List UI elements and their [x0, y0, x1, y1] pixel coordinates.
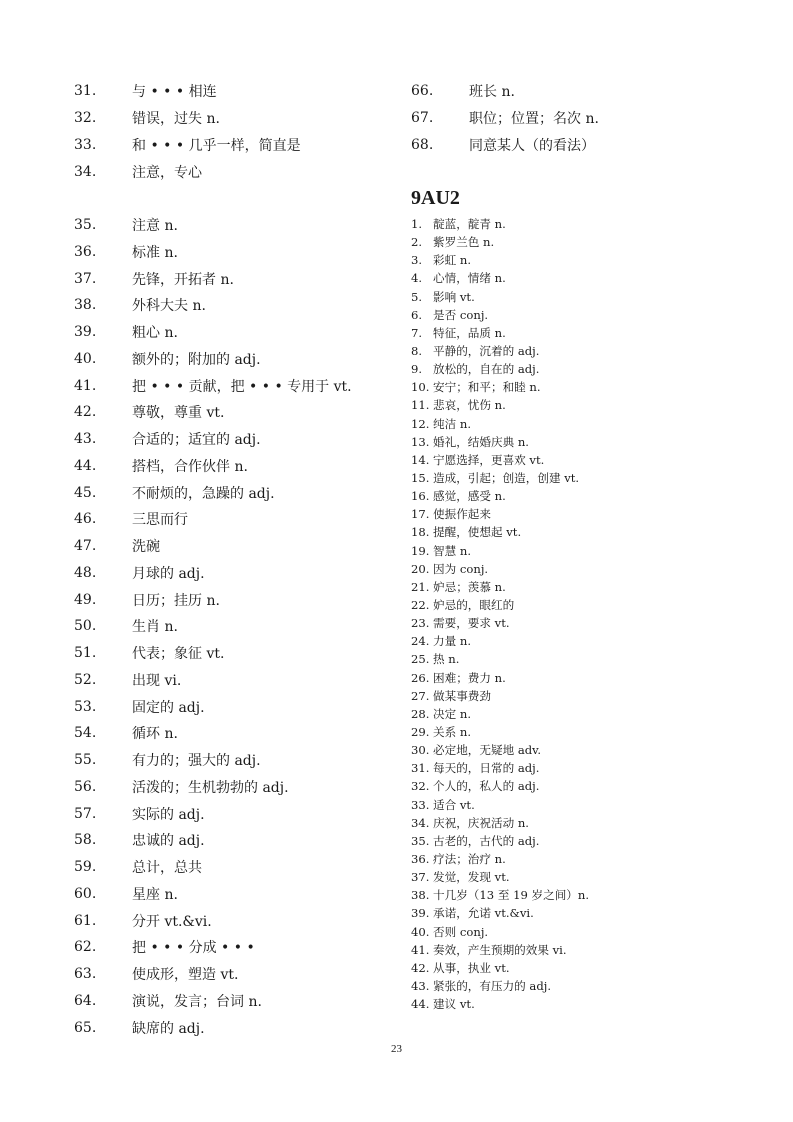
list-item [74, 479, 394, 506]
item-number: 32. [74, 110, 97, 127]
list-item [411, 487, 786, 505]
item-text: 外科大夫 n. [132, 298, 206, 315]
spacer [74, 185, 394, 212]
item-text: 感觉，感受 n. [433, 489, 506, 504]
list-item [411, 814, 786, 832]
item-text: 个人的，私人的 adj. [433, 779, 540, 794]
item-number: 23. [411, 616, 430, 631]
list-item [411, 78, 786, 105]
list-item [74, 239, 394, 266]
continued-list [411, 78, 786, 158]
item-number: 40. [411, 924, 430, 939]
item-number: 21. [411, 579, 430, 594]
item-text: 使成形，塑造 vt. [132, 967, 239, 984]
list-item [411, 269, 786, 287]
list-item [74, 988, 394, 1015]
list-item [74, 640, 394, 667]
item-text: 特征，品质 n. [433, 325, 506, 340]
item-number: 34. [74, 163, 97, 180]
item-number: 68. [411, 136, 434, 153]
item-number: 47. [74, 538, 97, 555]
list-item [74, 372, 394, 399]
list-item [74, 346, 394, 373]
list-item [411, 396, 786, 414]
item-text: 影响 vt. [433, 289, 475, 304]
item-number: 32. [411, 779, 430, 794]
item-number: 58. [74, 832, 97, 849]
item-number: 48. [74, 564, 97, 581]
list-item [411, 342, 786, 360]
item-number: 29. [411, 725, 430, 739]
item-number: 8. [411, 344, 423, 359]
page-number: 23 [391, 1043, 402, 1055]
item-number: 54. [74, 725, 97, 742]
item-text: 必定地，无疑地 adv. [433, 743, 542, 758]
item-number: 43. [411, 978, 430, 993]
item-number: 41. [411, 942, 430, 957]
item-text: 适合 vt. [433, 797, 475, 812]
item-text: 提醒，使想起 vt. [433, 525, 522, 540]
item-text: 心情，情绪 n. [433, 271, 506, 286]
item-text: 固定的 adj. [132, 699, 205, 716]
item-text: 智慧 n. [433, 543, 472, 558]
item-number: 67. [411, 110, 434, 127]
list-item [74, 212, 394, 239]
right-vocab-column [411, 78, 786, 1013]
list-item [411, 542, 786, 560]
item-number: 31. [411, 761, 430, 776]
list-item [74, 720, 394, 747]
item-text: 做某事费劲 [433, 688, 491, 703]
item-text: 出现 vi. [132, 672, 182, 689]
item-text: 奏效，产生预期的效果 vi. [433, 942, 567, 957]
unit-vocab-list [411, 215, 786, 1013]
item-number: 13. [411, 434, 430, 449]
item-number: 30. [411, 743, 430, 758]
item-number: 1. [411, 217, 423, 232]
item-number: 44. [74, 457, 97, 474]
list-item [411, 560, 786, 578]
item-number: 3. [411, 253, 423, 268]
list-item [74, 319, 394, 346]
list-item [411, 215, 786, 233]
list-item [74, 1014, 394, 1041]
item-number: 52. [74, 671, 97, 688]
item-text: 彩虹 n. [433, 253, 472, 268]
list-item [411, 741, 786, 759]
item-text: 缺席的 adj. [132, 1020, 205, 1037]
item-number: 45. [74, 484, 97, 501]
list-item [74, 693, 394, 720]
list-item [74, 560, 394, 587]
item-number: 43. [74, 431, 97, 448]
list-item [411, 596, 786, 614]
item-number: 36. [411, 851, 430, 866]
item-text: 发觉，发现 vt. [433, 870, 510, 885]
item-text: 是否 conj. [433, 307, 489, 322]
item-text: 从事，执业 vt. [433, 960, 510, 975]
item-text: 职位；位置；名次 n. [469, 111, 599, 128]
item-number: 61. [74, 912, 97, 929]
item-number: 44. [411, 997, 430, 1012]
item-text: 错误，过失 n. [132, 111, 220, 128]
item-text: 粗心 n. [132, 325, 178, 342]
list-item [411, 288, 786, 306]
item-text: 使振作起来 [433, 507, 491, 522]
item-number: 10. [411, 380, 430, 395]
item-number: 35. [74, 217, 97, 234]
item-text: 力量 n. [433, 634, 472, 649]
item-text: 总计，总共 [132, 860, 202, 877]
item-number: 60. [74, 885, 97, 902]
item-text: 实际的 adj. [132, 806, 205, 823]
list-item [74, 265, 394, 292]
list-item [411, 251, 786, 269]
item-text: 不耐烦的，急躁的 adj. [132, 485, 275, 502]
list-item [411, 132, 786, 159]
item-text: 古老的，古代的 adj. [433, 833, 540, 848]
item-number: 16. [411, 489, 430, 504]
item-text: 代表；象征 vt. [132, 646, 225, 663]
item-number: 24. [411, 634, 430, 649]
item-number: 57. [74, 805, 97, 822]
list-item [74, 132, 394, 159]
item-number: 15. [411, 471, 430, 486]
item-text: 尊敬，尊重 vt. [132, 405, 225, 422]
item-text: 因为 conj. [433, 561, 489, 576]
item-number: 11. [411, 398, 430, 413]
item-text: 把 • • • 分成 • • • [132, 940, 255, 957]
item-number: 41. [74, 377, 97, 394]
item-number: 46. [74, 511, 97, 528]
list-item [74, 453, 394, 480]
item-number: 50. [74, 618, 97, 635]
item-text: 妒忌的，眼红的 [433, 598, 515, 613]
item-text: 生肖 n. [132, 619, 178, 636]
item-number: 20. [411, 561, 430, 576]
item-text: 分开 vt.&vi. [132, 913, 212, 930]
item-text: 额外的；附加的 adj. [132, 351, 261, 368]
list-item [74, 667, 394, 694]
list-item [74, 78, 394, 105]
item-number: 18. [411, 525, 430, 540]
item-number: 4. [411, 271, 423, 286]
list-item [411, 759, 786, 777]
list-item [411, 832, 786, 850]
list-item [411, 922, 786, 940]
item-text: 忠诚的 adj. [132, 833, 205, 850]
item-number: 28. [411, 706, 430, 721]
list-item [411, 614, 786, 632]
item-number: 26. [411, 670, 430, 685]
item-text: 需要，要求 vt. [433, 616, 510, 631]
list-item [74, 533, 394, 560]
list-item [74, 774, 394, 801]
list-item [411, 306, 786, 324]
list-item [411, 433, 786, 451]
item-text: 循环 n. [132, 726, 178, 743]
item-text: 否则 conj. [433, 924, 489, 939]
list-item [74, 827, 394, 854]
item-number: 38. [411, 888, 430, 903]
list-item [411, 777, 786, 795]
item-text: 十几岁（13 至 19 岁之间）n. [433, 888, 590, 903]
item-text: 合适的；适宜的 adj. [132, 432, 261, 449]
list-item [74, 158, 394, 185]
item-text: 月球的 adj. [132, 565, 205, 582]
item-text: 承诺，允诺 vt.&vi. [433, 906, 534, 921]
list-item [74, 854, 394, 881]
section-title: 9AU2 [411, 187, 460, 209]
item-text: 紧张的，有压力的 adj. [433, 978, 552, 993]
item-text: 婚礼，结婚庆典 n. [433, 434, 529, 449]
item-number: 59. [74, 859, 97, 876]
item-number: 42. [74, 404, 97, 421]
item-text: 决定 n. [433, 706, 472, 721]
list-item [411, 378, 786, 396]
item-number: 53. [74, 698, 97, 715]
list-item [411, 578, 786, 596]
item-number: 31. [74, 83, 97, 100]
item-number: 62. [74, 939, 97, 956]
list-item [411, 941, 786, 959]
item-text: 有力的；强大的 adj. [132, 753, 261, 770]
item-text: 标准 n. [132, 244, 178, 261]
item-text: 注意，专心 [132, 164, 202, 181]
item-text: 关系 n. [433, 725, 472, 739]
list-item [411, 632, 786, 650]
item-text: 与 • • • 相连 [132, 84, 217, 101]
item-text: 日历；挂历 n. [132, 592, 220, 609]
item-text: 先锋，开拓者 n. [132, 271, 234, 288]
list-item [411, 233, 786, 251]
item-text: 庆祝，庆祝活动 n. [433, 815, 529, 830]
item-text: 困难；费力 n. [433, 670, 506, 685]
item-number: 66. [411, 83, 434, 100]
item-text: 班长 n. [469, 84, 515, 101]
item-text: 纯洁 n. [433, 416, 472, 431]
item-number: 9. [411, 362, 423, 377]
item-number: 12. [411, 416, 430, 431]
list-item [411, 723, 786, 741]
list-item [411, 977, 786, 995]
item-text: 星座 n. [132, 886, 178, 903]
list-item [411, 523, 786, 541]
item-text: 活泼的；生机勃勃的 adj. [132, 779, 289, 796]
item-text: 安宁；和平；和睦 n. [433, 380, 541, 395]
list-item [411, 451, 786, 469]
list-item [411, 705, 786, 723]
list-item [411, 105, 786, 132]
list-item [411, 505, 786, 523]
item-text: 妒忌；羡慕 n. [433, 579, 506, 594]
item-text: 搭档，合作伙伴 n. [132, 458, 248, 475]
list-item [74, 961, 394, 988]
list-item [74, 586, 394, 613]
list-item [74, 613, 394, 640]
list-item [411, 796, 786, 814]
list-item [74, 399, 394, 426]
list-item [74, 907, 394, 934]
item-number: 7. [411, 325, 423, 340]
item-text: 建议 vt. [433, 997, 475, 1012]
list-item [411, 995, 786, 1013]
left-vocab-column [74, 78, 394, 1041]
item-text: 放松的，自在的 adj. [433, 362, 540, 377]
item-number: 39. [74, 324, 97, 341]
item-text: 靛蓝，靛青 n. [433, 217, 506, 232]
item-number: 37. [74, 270, 97, 287]
item-number: 33. [74, 136, 97, 153]
list-item [74, 747, 394, 774]
item-number: 56. [74, 778, 97, 795]
item-number: 42. [411, 960, 430, 975]
item-text: 每天的，日常的 adj. [433, 761, 540, 776]
item-number: 63. [74, 966, 97, 983]
item-number: 27. [411, 688, 430, 703]
item-text: 把 • • • 贡献，把 • • • 专用于 vt. [132, 378, 352, 395]
item-number: 36. [74, 243, 97, 260]
list-item [411, 469, 786, 487]
item-number: 65. [74, 1019, 97, 1036]
item-number: 22. [411, 598, 430, 613]
item-number: 5. [411, 289, 423, 304]
item-text: 紫罗兰色 n. [433, 235, 495, 250]
list-item [411, 850, 786, 868]
item-number: 40. [74, 350, 97, 367]
list-item [411, 360, 786, 378]
list-item [74, 292, 394, 319]
list-item [411, 868, 786, 886]
item-number: 34. [411, 815, 430, 830]
list-item [411, 669, 786, 687]
list-item [411, 959, 786, 977]
item-text: 注意 n. [132, 218, 178, 235]
item-number: 55. [74, 752, 97, 769]
item-number: 6. [411, 307, 423, 322]
item-number: 2. [411, 235, 423, 250]
list-item [74, 426, 394, 453]
list-item [74, 105, 394, 132]
item-number: 49. [74, 591, 97, 608]
item-text: 热 n. [433, 652, 460, 667]
item-number: 35. [411, 833, 430, 848]
list-item [74, 934, 394, 961]
item-number: 37. [411, 870, 430, 885]
item-text: 平静的，沉着的 adj. [433, 344, 540, 359]
list-item [411, 904, 786, 922]
list-item [74, 506, 394, 533]
list-item [411, 650, 786, 668]
item-text: 洗碗 [132, 539, 160, 556]
item-number: 19. [411, 543, 430, 558]
list-item [411, 687, 786, 705]
item-number: 39. [411, 906, 430, 921]
list-item [74, 800, 394, 827]
item-text: 三思而行 [132, 512, 188, 529]
item-text: 演说，发言；台词 n. [132, 993, 262, 1010]
list-item [411, 886, 786, 904]
item-number: 38. [74, 297, 97, 314]
item-text: 宁愿选择，更喜欢 vt. [433, 452, 545, 467]
item-number: 14. [411, 452, 430, 467]
list-item [74, 881, 394, 908]
item-text: 造成，引起；创造，创建 vt. [433, 471, 580, 486]
item-number: 64. [74, 992, 97, 1009]
item-number: 25. [411, 652, 430, 667]
item-text: 同意某人（的看法） [469, 137, 595, 154]
item-text: 和 • • • 几乎一样，简直是 [132, 137, 301, 154]
list-item [411, 415, 786, 433]
item-number: 33. [411, 797, 430, 812]
list-item [411, 324, 786, 342]
item-text: 疗法；治疗 n. [433, 851, 506, 866]
item-number: 17. [411, 507, 430, 522]
item-text: 悲哀，忧伤 n. [433, 398, 506, 413]
item-number: 51. [74, 645, 97, 662]
